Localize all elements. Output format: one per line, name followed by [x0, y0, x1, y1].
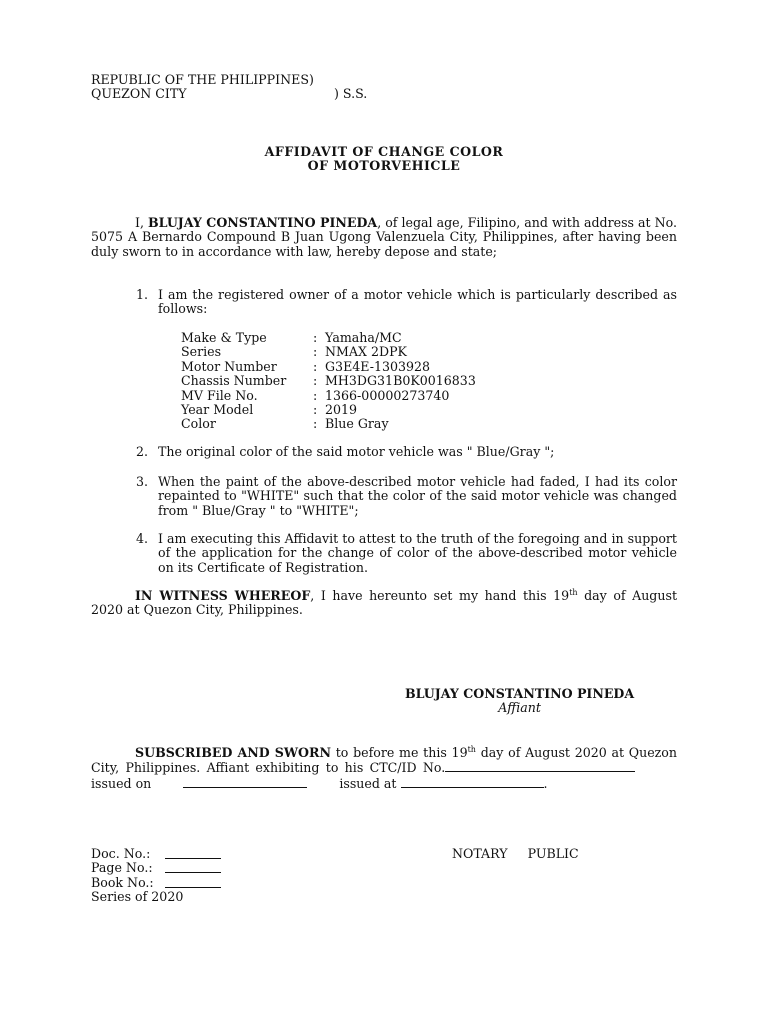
- page-no-label: Page No.:: [91, 860, 153, 876]
- venue-line-1: REPUBLIC OF THE PHILIPPINES): [91, 72, 314, 87]
- spec-sep: :: [313, 358, 318, 374]
- spec-label: Year Model: [181, 402, 254, 418]
- jurat-text-2: day of August 2020 at Quezon City, Philippines. Affiant exhibiting to his CTC/ID No.: [91, 745, 678, 776]
- spec-label: Make & Type: [181, 330, 267, 345]
- affiant-role: Affiant: [498, 700, 541, 716]
- witness-sup: th: [569, 588, 578, 597]
- witness-lead: IN WITNESS WHEREOF: [135, 588, 311, 603]
- spec-value: Yamaha/MC: [325, 330, 402, 345]
- spec-value: Blue Gray: [325, 416, 389, 432]
- spec-sep: :: [313, 387, 318, 403]
- item-text: I am the registered owner of a motor vehicle which is particularly described as follows:: [158, 287, 677, 317]
- list-item-4: [136, 532, 677, 575]
- spec-label: Motor Number: [181, 358, 277, 374]
- title-line-1: AFFIDAVIT OF CHANGE COLOR: [264, 144, 504, 159]
- spec-value: 2019: [325, 402, 358, 418]
- spec-row: [181, 403, 476, 417]
- spec-sep: :: [313, 344, 318, 360]
- book-no-row: [91, 876, 221, 890]
- spec-label: Color: [181, 416, 216, 432]
- spec-sep: :: [313, 402, 318, 418]
- intro-rest: , of legal age, Filipino, and with address at No. 5075 A Bernardo Compound B Juan Ugong Valenzuela City, Philippines, after having been duly sworn to in accordance with law, hereby depose and state;: [91, 215, 677, 259]
- page-no-blank[interactable]: [165, 861, 221, 873]
- venue-block: [91, 73, 367, 102]
- spec-row: [181, 417, 476, 431]
- spec-sep: :: [313, 373, 318, 389]
- venue-ss: ) S.S.: [334, 86, 368, 102]
- item-number: 3.: [136, 474, 149, 489]
- spec-sep: :: [313, 330, 318, 345]
- affiant-signature-block: [405, 687, 634, 716]
- venue-city: QUEZON CITY: [91, 86, 187, 102]
- book-no-label: Book No.:: [91, 874, 154, 890]
- affiant-name: BLUJAY CONSTANTINO PINEDA: [405, 686, 635, 701]
- page-no-row: [91, 861, 221, 875]
- spec-value: G3E4E-1303928: [325, 358, 431, 374]
- list-item-1: [136, 288, 677, 317]
- spec-row: [181, 374, 476, 388]
- issued-at-blank[interactable]: [401, 776, 544, 788]
- spec-row: [181, 389, 476, 403]
- doc-no-label: Doc. No.:: [91, 846, 151, 861]
- affiant-name-inline: BLUJAY CONSTANTINO PINEDA: [148, 215, 378, 230]
- issued-on-label: issued on: [91, 775, 152, 791]
- jurat-text-1: to before me this 19: [330, 745, 468, 760]
- book-no-blank[interactable]: [165, 876, 221, 888]
- intro-paragraph: [91, 216, 677, 259]
- ctc-number-blank[interactable]: [445, 760, 635, 772]
- jurat-end: .: [543, 775, 548, 791]
- list-item-3: [136, 475, 677, 518]
- item-text: I am executing this Affidavit to attest to the truth of the foregoing and in support of the application for the change of color of the above-described motor vehicle on its Certificate of Registration.: [158, 531, 677, 575]
- spec-row: [181, 360, 476, 374]
- jurat-sup: th: [467, 745, 476, 754]
- witness-paragraph: [91, 589, 677, 618]
- intro-lead: I,: [135, 215, 149, 230]
- spec-label: Chassis Number: [181, 373, 287, 389]
- spec-value: NMAX 2DPK: [325, 344, 407, 360]
- notarial-register: [91, 847, 221, 905]
- title-line-2: OF MOTORVEHICLE: [307, 158, 461, 174]
- doc-no-row: [91, 847, 221, 861]
- spec-sep: :: [313, 416, 318, 432]
- spec-label: MV File No.: [181, 387, 258, 403]
- issued-at-label: issued at: [339, 775, 397, 791]
- jurat-lead: SUBSCRIBED AND SWORN: [135, 745, 331, 760]
- document-title: [0, 145, 768, 174]
- venue-line-2: [91, 87, 367, 101]
- issued-on-blank[interactable]: [183, 776, 307, 788]
- list-item-2: [136, 445, 677, 459]
- series-label: Series of 2020: [91, 889, 184, 905]
- witness-text-1: , I have hereunto set my hand this 19: [310, 588, 570, 603]
- notary-public-label: NOTARY PUBLIC: [452, 846, 579, 861]
- doc-no-blank[interactable]: [165, 847, 221, 859]
- item-text: When the paint of the above-described motor vehicle had faded, I had its color repainted to "WHITE" such that the color of the said motor vehicle was changed from " Blue/Gray " to "WHITE";: [158, 474, 677, 518]
- spec-value: MH3DG31B0K0016833: [325, 373, 476, 389]
- vehicle-spec-table: [181, 331, 476, 432]
- item-number: 2.: [136, 444, 149, 459]
- spec-row: [181, 331, 476, 345]
- item-number: 4.: [136, 531, 149, 546]
- spec-label: Series: [181, 344, 222, 360]
- item-number: 1.: [136, 287, 149, 302]
- jurat-paragraph: [91, 746, 677, 791]
- item-text: The original color of the said motor vehicle was " Blue/Gray ";: [158, 444, 555, 459]
- spec-row: [181, 345, 476, 359]
- spec-value: 1366-00000273740: [325, 387, 450, 403]
- witness-text-2: day of August 2020 at Quezon City, Philippines.: [91, 588, 678, 618]
